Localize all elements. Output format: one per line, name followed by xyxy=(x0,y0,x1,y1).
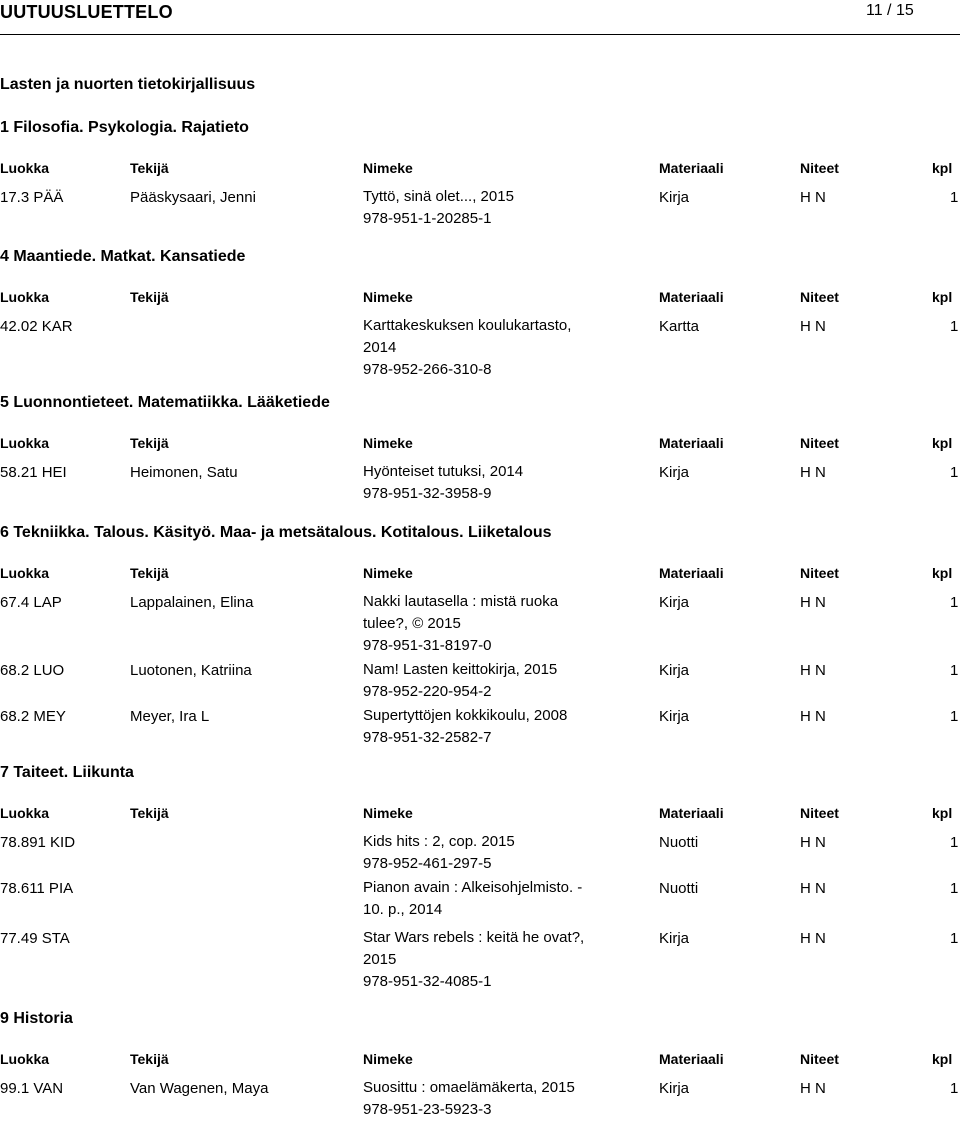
column-header-kpl: kpl xyxy=(932,289,953,305)
material-type: Kirja xyxy=(659,1080,690,1097)
column-header-niteet: Niteet xyxy=(800,805,839,821)
isbn: 978-951-1-20285-1 xyxy=(363,210,492,227)
column-header-luokka: Luokka xyxy=(0,1051,50,1067)
title: Star Wars rebels : keitä he ovat?, 2015 978-951-32-4085-1 xyxy=(363,927,593,993)
catalog-title: UUTUUSLUETTELO xyxy=(0,2,173,22)
column-header-niteet: Niteet xyxy=(800,1051,839,1067)
copy-count: 1 xyxy=(950,880,959,897)
section-heading: 1 Filosofia. Psykologia. Rajatieto xyxy=(0,119,249,136)
column-header-niteet: Niteet xyxy=(800,435,839,451)
material-type: Kartta xyxy=(659,318,700,335)
isbn: 978-952-220-954-2 xyxy=(363,683,492,700)
column-header-nimeke: Nimeke xyxy=(363,805,413,821)
call-number: 77.49 STA xyxy=(0,930,70,947)
call-number: 68.2 LUO xyxy=(0,662,65,679)
page-subtitle: Lasten ja nuorten tietokirjallisuus xyxy=(0,76,256,93)
material-type: Kirja xyxy=(659,464,690,481)
column-header-materiaali: Materiaali xyxy=(659,805,724,821)
material-type: Nuotti xyxy=(659,880,699,897)
call-number: 17.3 PÄÄ xyxy=(0,189,64,206)
author: Luotonen, Katriina xyxy=(130,662,252,679)
page-number: 11 / 15 xyxy=(866,2,914,19)
copies-location: H N xyxy=(800,834,826,851)
column-header-materiaali: Materiaali xyxy=(659,565,724,581)
call-number: 42.02 KAR xyxy=(0,318,73,335)
column-header-materiaali: Materiaali xyxy=(659,160,724,176)
copy-count: 1 xyxy=(950,834,959,851)
column-header-tekija: Tekijä xyxy=(130,435,169,451)
copies-location: H N xyxy=(800,930,826,947)
call-number: 58.21 HEI xyxy=(0,464,67,481)
copies-location: H N xyxy=(800,464,826,481)
column-header-tekija: Tekijä xyxy=(130,289,169,305)
copy-count: 1 xyxy=(950,594,959,611)
column-header-luokka: Luokka xyxy=(0,565,50,581)
column-header-nimeke: Nimeke xyxy=(363,435,413,451)
copies-location: H N xyxy=(800,318,826,335)
author: Heimonen, Satu xyxy=(130,464,238,481)
call-number: 99.1 VAN xyxy=(0,1080,64,1097)
title: Nam! Lasten keittokirja, 2015 978-952-220-954-2 xyxy=(363,659,593,703)
column-header-luokka: Luokka xyxy=(0,160,50,176)
title: Karttakeskuksen koulukartasto, 2014 978-952-266-310-8 xyxy=(363,315,593,381)
title: Pianon avain : Alkeisohjelmisto. - 10. p., 2014 xyxy=(363,879,583,918)
section-heading: 5 Luonnontieteet. Matematiikka. Lääketiede xyxy=(0,394,330,411)
author: Van Wagenen, Maya xyxy=(130,1080,269,1097)
title: Supertyttöjen kokkikoulu, 2008 978-951-32-2582-7 xyxy=(363,705,593,749)
column-header-materiaali: Materiaali xyxy=(659,289,724,305)
section-heading: 7 Taiteet. Liikunta xyxy=(0,764,134,781)
title: Hyönteiset tutuksi, 2014 978-951-32-3958-9 xyxy=(363,461,593,505)
isbn: 978-952-461-297-5 xyxy=(363,855,492,872)
copy-count: 1 xyxy=(950,189,959,206)
copy-count: 1 xyxy=(950,930,959,947)
section-heading: 6 Tekniikka. Talous. Käsityö. Maa- ja metsätalous. Kotitalous. Liiketalous xyxy=(0,524,552,541)
isbn: 978-951-32-4085-1 xyxy=(363,973,492,990)
copy-count: 1 xyxy=(950,1080,959,1097)
title: Kids hits : 2, cop. 2015 978-952-461-297-5 xyxy=(363,831,593,875)
copies-location: H N xyxy=(800,594,826,611)
column-header-niteet: Niteet xyxy=(800,160,839,176)
column-header-nimeke: Nimeke xyxy=(363,1051,413,1067)
column-header-kpl: kpl xyxy=(932,805,953,821)
material-type: Kirja xyxy=(659,662,690,679)
column-header-nimeke: Nimeke xyxy=(363,289,413,305)
column-header-luokka: Luokka xyxy=(0,805,50,821)
column-header-niteet: Niteet xyxy=(800,565,839,581)
section-heading: 4 Maantiede. Matkat. Kansatiede xyxy=(0,248,246,265)
material-type: Kirja xyxy=(659,189,690,206)
copies-location: H N xyxy=(800,880,826,897)
title: Suosittu : omaelämäkerta, 2015 978-951-23-5923-3 xyxy=(363,1077,593,1121)
title: Nakki lautasella : mistä ruoka tulee?, © 2015 978-951-31-8197-0 xyxy=(363,591,593,657)
column-header-materiaali: Materiaali xyxy=(659,1051,724,1067)
column-header-kpl: kpl xyxy=(932,160,953,176)
material-type: Kirja xyxy=(659,708,690,725)
isbn: 978-952-266-310-8 xyxy=(363,361,492,378)
copy-count: 1 xyxy=(950,318,959,335)
column-header-tekija: Tekijä xyxy=(130,1051,169,1067)
call-number: 68.2 MEY xyxy=(0,708,66,725)
copy-count: 1 xyxy=(950,662,959,679)
author: Pääskysaari, Jenni xyxy=(130,189,256,206)
section-heading: 9 Historia xyxy=(0,1010,73,1027)
copies-location: H N xyxy=(800,189,826,206)
title: Tyttö, sinä olet..., 2015 978-951-1-20285-1 xyxy=(363,186,593,230)
column-header-kpl: kpl xyxy=(932,1051,953,1067)
copies-location: H N xyxy=(800,708,826,725)
column-header-kpl: kpl xyxy=(932,435,953,451)
column-header-luokka: Luokka xyxy=(0,435,50,451)
isbn: 978-951-32-2582-7 xyxy=(363,729,492,746)
copies-location: H N xyxy=(800,1080,826,1097)
material-type: Kirja xyxy=(659,594,690,611)
column-header-kpl: kpl xyxy=(932,565,953,581)
isbn: 978-951-23-5923-3 xyxy=(363,1101,492,1118)
material-type: Nuotti xyxy=(659,834,699,851)
author: Meyer, Ira L xyxy=(130,708,210,725)
isbn: 978-951-31-8197-0 xyxy=(363,637,492,654)
call-number: 78.611 PIA xyxy=(0,880,74,897)
column-header-niteet: Niteet xyxy=(800,289,839,305)
column-header-materiaali: Materiaali xyxy=(659,435,724,451)
column-header-tekija: Tekijä xyxy=(130,160,169,176)
column-header-nimeke: Nimeke xyxy=(363,565,413,581)
column-header-tekija: Tekijä xyxy=(130,565,169,581)
call-number: 78.891 KID xyxy=(0,834,76,851)
material-type: Kirja xyxy=(659,930,690,947)
column-header-nimeke: Nimeke xyxy=(363,160,413,176)
isbn: 978-951-32-3958-9 xyxy=(363,485,492,502)
column-header-tekija: Tekijä xyxy=(130,805,169,821)
copies-location: H N xyxy=(800,662,826,679)
author: Lappalainen, Elina xyxy=(130,594,254,611)
column-header-luokka: Luokka xyxy=(0,289,50,305)
call-number: 67.4 LAP xyxy=(0,594,62,611)
copy-count: 1 xyxy=(950,464,959,481)
header-divider xyxy=(0,34,960,35)
copy-count: 1 xyxy=(950,708,959,725)
